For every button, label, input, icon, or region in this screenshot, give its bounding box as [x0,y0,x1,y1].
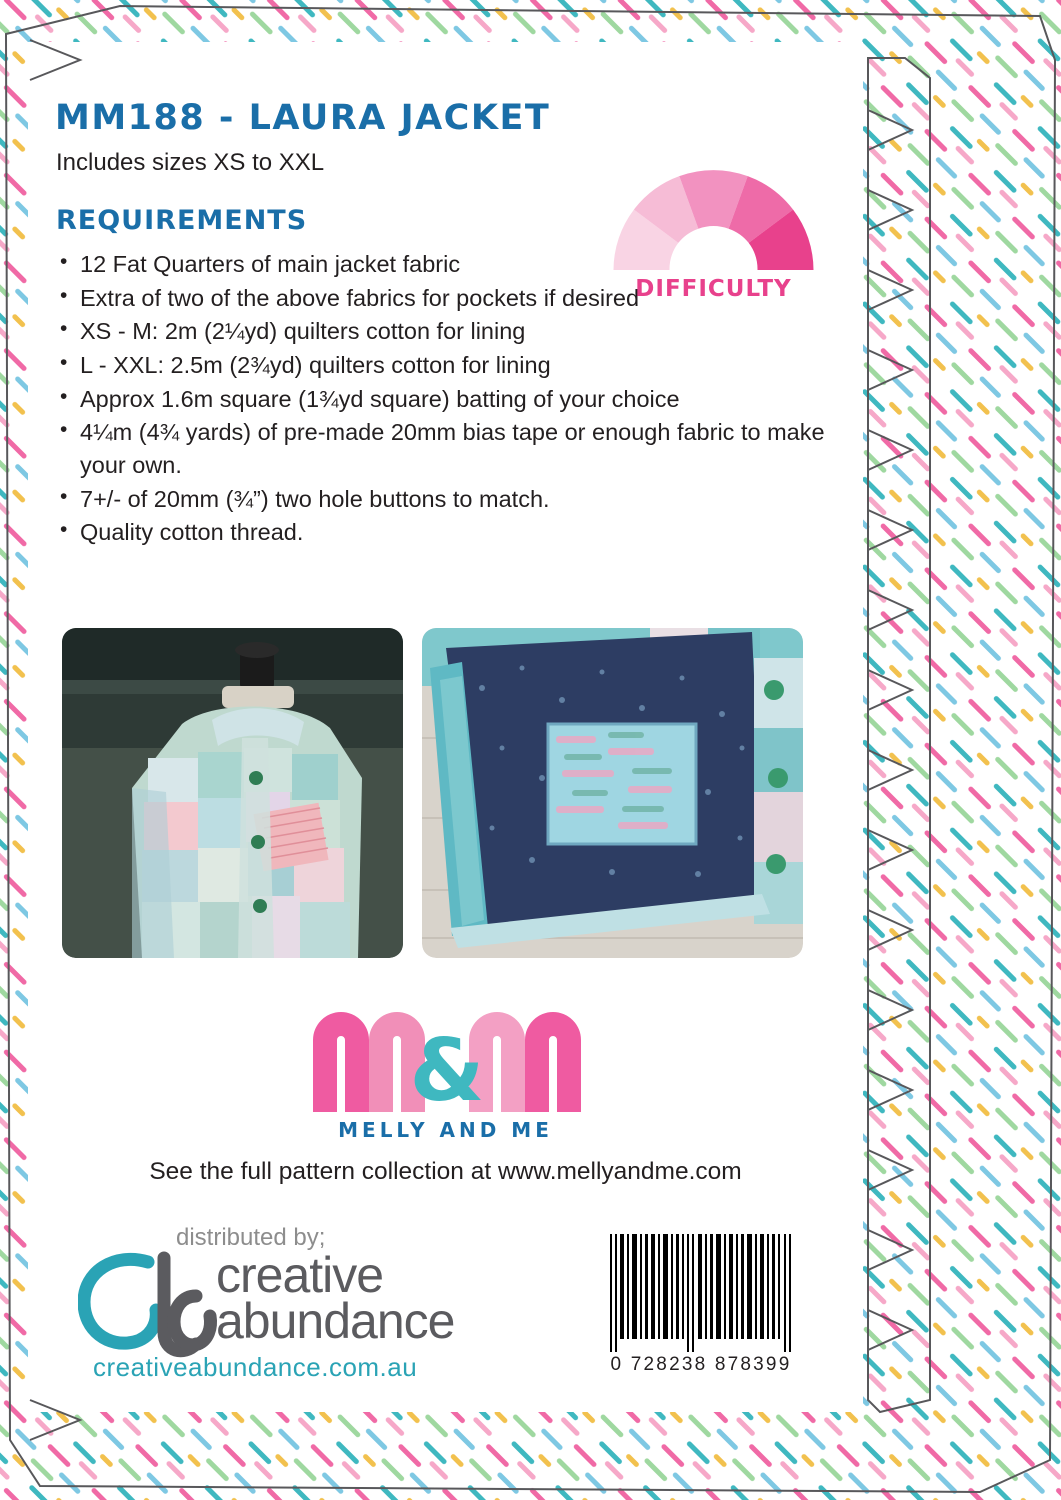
list-item: • 7+/- of 20mm (¾”) two hole buttons to match. [54,483,844,516]
difficulty-label: DIFFICULTY [635,276,792,302]
distributor-url: creativeabundance.com.au [93,1352,418,1382]
list-item: • Extra of two of the above fabrics for pockets if desired [54,282,844,315]
mm-logo-icon [273,992,618,1117]
requirements-heading: REQUIREMENTS [56,205,308,236]
difficulty-meter [606,152,821,317]
distributed-by-label: distributed by; [176,1224,326,1251]
distributor-logo [68,1224,558,1389]
distributor-name-line2: abundance [216,1293,455,1349]
collection-line: See the full pattern collection at www.mellyandme.com [149,1158,742,1185]
list-item: • Quality cotton thread. [54,516,844,549]
cover-content [28,42,863,1412]
list-item: • XS - M: 2m (2¼yd) quilters cotton for lining [54,315,844,348]
list-item: • 12 Fat Quarters of main jacket fabric [54,248,844,281]
barcode-number: 0 728238 878399 [610,1354,792,1375]
svg-text:&: & [409,1021,485,1117]
difficulty-gauge-icon [606,152,821,277]
list-item: • Approx 1.6m square (1¾yd square) batting of your choice [54,383,844,416]
list-item: • 4¼m (4¾ yards) of pre-made 20mm bias tape or enough fabric to make your own. [54,416,844,481]
photo-jacket-on-form [62,628,403,958]
page-title: MM188 - LAURA JACKET [55,98,551,138]
barcode [606,1234,796,1384]
barcode-icon [606,1234,796,1354]
list-item: • L - XXL: 2.5m (2¾yd) quilters cotton for lining [54,349,844,382]
photo-pocket-detail [422,628,803,958]
distributor-name-line1: creative [216,1247,384,1303]
sizes-line: Includes sizes XS to XXL [56,149,325,176]
brand-name: MELLY AND ME [338,1118,553,1142]
brand-logo [273,992,618,1152]
